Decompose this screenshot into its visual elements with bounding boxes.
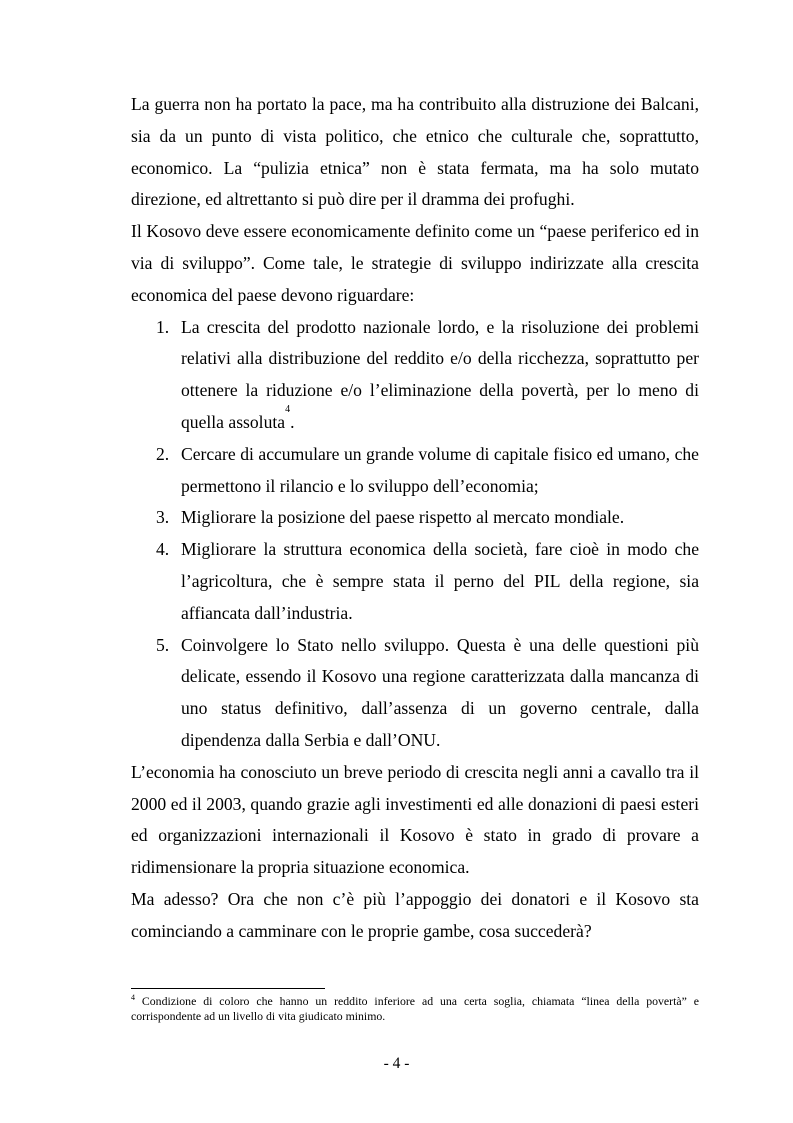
list-item-text: Cercare di accumulare un grande volume di capitale fisico ed umano, che permettono il rilancio e lo sviluppo dell’economia; — [181, 443, 699, 496]
list-item-text: Coinvolgere lo Stato nello sviluppo. Questa è una delle questioni più delicate, essendo il Kosovo una regione caratterizzata dalla mancanza di uno status definitivo, dall’assenza di un governo centrale, dalla dipendenza dalla Serbia e dall’ONU. — [181, 634, 699, 750]
footnote-reference[interactable]: 4 — [285, 403, 291, 415]
list-item — [131, 502, 699, 534]
footnote-mark: 4 — [131, 993, 135, 1002]
paragraph-economy: L’economia ha conosciuto un breve periodo di crescita negli anni a cavallo tra il 2000 ed il 2003, quando grazie agli investimenti ed alle donazioni di paesi esteri ed organizzazioni internazionali il Kosovo è stato in grado di provare a ridimensionare la propria situazione economica. — [131, 761, 699, 878]
list-item — [131, 312, 699, 439]
footnote-text: Condizione di coloro che hanno un reddito inferiore ad una certa soglia, chiamata “linea della povertà” e corrispondente ad un livello di vita giudicato minimo. — [131, 994, 699, 1023]
footnote — [131, 994, 699, 1024]
paragraph-intro: La guerra non ha portato la pace, ma ha contribuito alla distruzione dei Balcani, sia da un punto di vista politico, che etnico che culturale che, soprattutto, economico. La “pulizia etnica” non è stata fermata, ma ha solo mutato direzione, ed altrettanto si può dire per il dramma dei profughi. — [131, 94, 699, 210]
body-text — [131, 89, 699, 948]
list-number: 4. — [156, 539, 170, 560]
list-item — [131, 630, 699, 757]
list-number: 5. — [156, 634, 170, 655]
list-item-text: Migliorare la struttura economica della società, fare cioè in modo che l’agricoltura, che è sempre stata il perno del PIL della regione, sia affiancata dall’industria. — [181, 539, 699, 623]
strategy-list — [131, 312, 699, 757]
list-number: 3. — [156, 507, 170, 528]
list-item — [131, 534, 699, 629]
list-item — [131, 439, 699, 503]
paragraph-kosovo-definition: Il Kosovo deve essere economicamente definito come un “paese periferico ed in via di sviluppo”. Come tale, le strategie di sviluppo indirizzate alla crescita economica del paese devono riguardare: — [131, 221, 699, 305]
page-number: - 4 - — [383, 1055, 410, 1072]
list-item-text: La crescita del prodotto nazionale lordo, e la risoluzione dei problemi relativi alla distribuzione del reddito e/o della ricchezza, soprattutto per ottenere la riduzione e/o l’eliminazione della povertà, per lo meno di quella assoluta — [181, 316, 699, 432]
list-item-punctuation: . — [290, 411, 295, 432]
footnote-separator — [131, 988, 325, 989]
list-item-text: Migliorare la posizione del paese rispetto al mercato mondiale. — [181, 507, 625, 528]
list-number: 1. — [156, 316, 170, 337]
paragraph-question: Ma adesso? Ora che non c’è più l’appoggio dei donatori e il Kosovo sta cominciando a camminare con le proprie gambe, cosa succederà? — [131, 888, 699, 941]
list-number: 2. — [156, 443, 170, 464]
